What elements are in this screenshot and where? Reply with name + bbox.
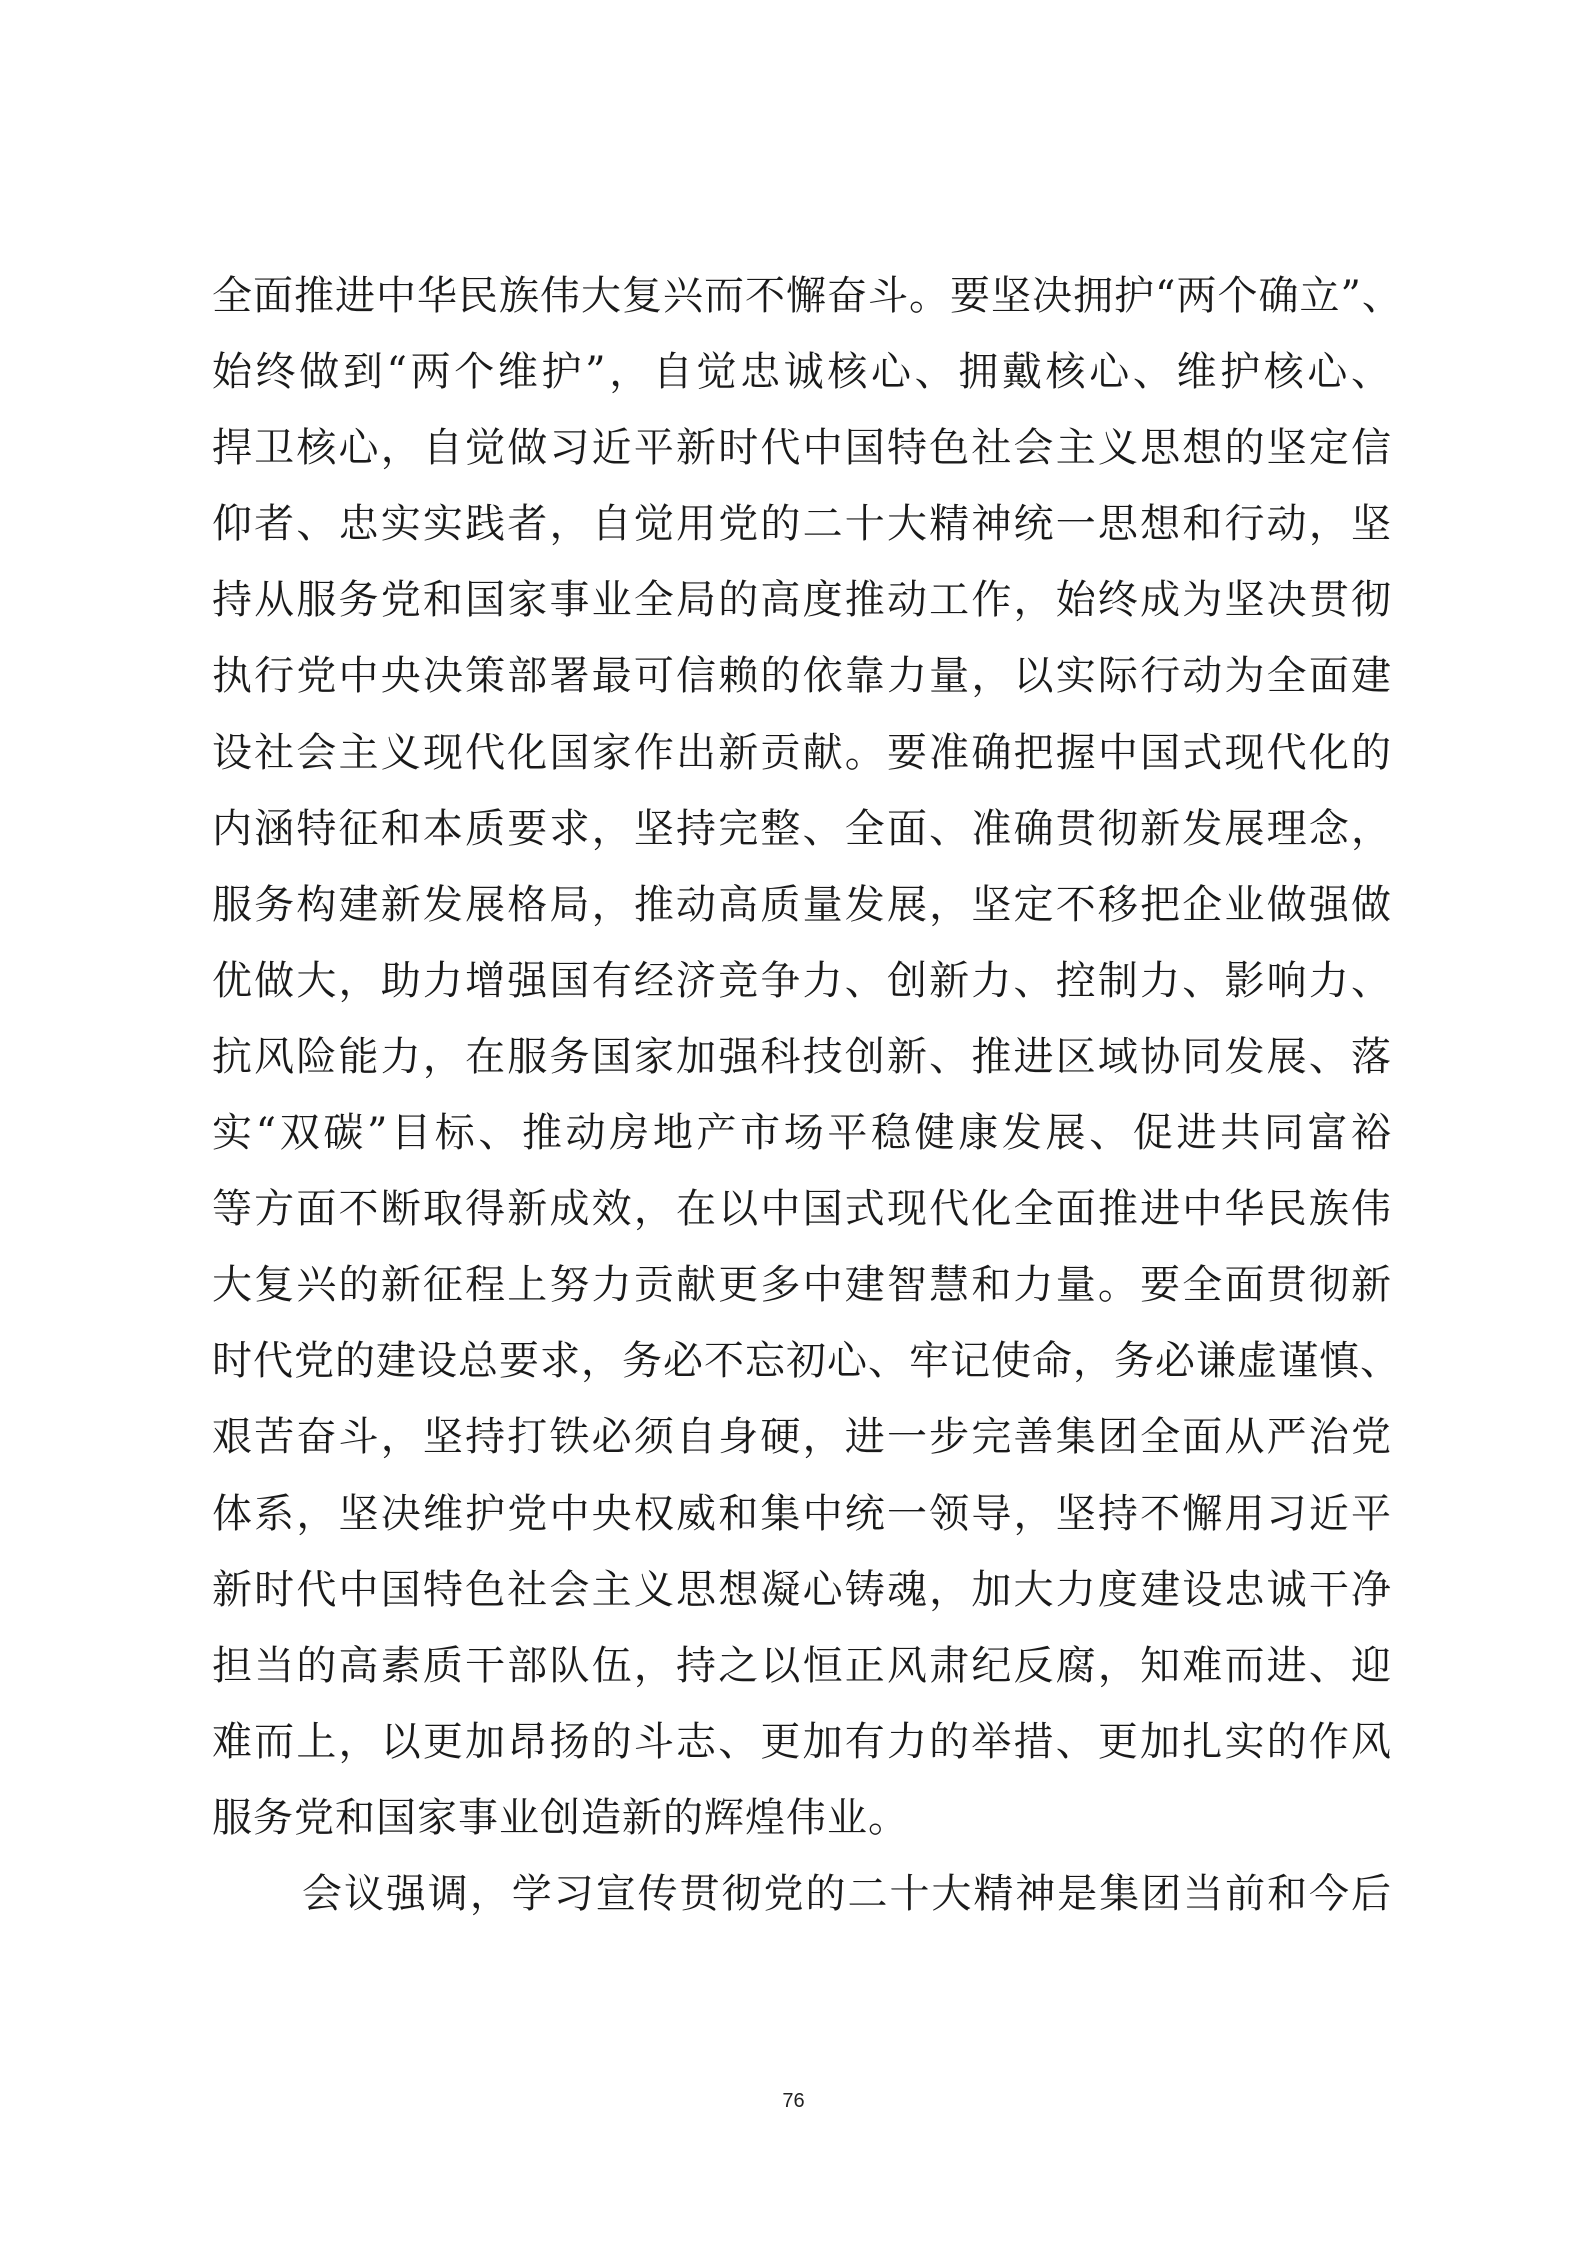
text-line: 抗风险能力，在服务国家加强科技创新、推进区域协同发展、落 — [212, 1033, 1392, 1080]
text-line: 担当的高素质干部队伍，持之以恒正风肃纪反腐，知难而进、迎 — [212, 1642, 1392, 1689]
text-line: 持从服务党和国家事业全局的高度推动工作，始终成为坚决贯彻 — [212, 577, 1392, 624]
text-line: 时代党的建设总要求，务必不忘初心、牢记使命，务必谦虚谨慎、 — [212, 1338, 1401, 1385]
text-line: 大复兴的新征程上努力贡献更多中建智慧和力量。要全面贯彻新 — [212, 1262, 1392, 1309]
text-line: 会议强调，学习宣传贯彻党的二十大精神是集团当前和今后 — [302, 1870, 1392, 1917]
text-line: 设社会主义现代化国家作出新贡献。要准确把握中国式现代化的 — [212, 729, 1392, 776]
paragraph — [212, 1856, 1392, 1932]
text-line: 全面推进中华民族伟大复兴而不懈奋斗。要坚决拥护“两个确立”、 — [212, 273, 1403, 319]
text-line: 新时代中国特色社会主义思想凝心铸魂，加大力度建设忠诚干净 — [212, 1566, 1392, 1613]
body-text — [212, 258, 1403, 1932]
text-line: 执行党中央决策部署最可信赖的依靠力量，以实际行动为全面建 — [212, 653, 1392, 700]
text-line: 内涵特征和本质要求，坚持完整、全面、准确贯彻新发展理念， — [212, 805, 1392, 852]
text-line: 艰苦奋斗，坚持打铁必须自身硬，进一步完善集团全面从严治党 — [212, 1414, 1392, 1461]
text-line: 体系，坚决维护党中央权威和集中统一领导，坚持不懈用习近平 — [212, 1490, 1392, 1537]
text-line: 仰者、忠实实践者，自觉用党的二十大精神统一思想和行动，坚 — [212, 501, 1392, 548]
page-number: 76 — [782, 2090, 805, 2112]
text-line: 服务党和国家事业创造新的辉煌伟业。 — [212, 1794, 909, 1841]
text-line: 等方面不断取得新成效，在以中国式现代化全面推进中华民族伟 — [212, 1186, 1392, 1233]
text-line: 优做大，助力增强国有经济竞争力、创新力、控制力、影响力、 — [212, 957, 1392, 1004]
text-line: 始终做到“两个维护”，自觉忠诚核心、拥戴核心、维护核心、 — [212, 349, 1392, 396]
text-line: 实“双碳”目标、推动房地产市场平稳健康发展、促进共同富裕 — [212, 1110, 1392, 1157]
text-line: 捍卫核心，自觉做习近平新时代中国特色社会主义思想的坚定信 — [212, 425, 1392, 472]
text-line: 难而上，以更加昂扬的斗志、更加有力的举措、更加扎实的作风 — [212, 1718, 1392, 1765]
text-line: 服务构建新发展格局，推动高质量发展，坚定不移把企业做强做 — [212, 881, 1392, 928]
paragraph — [212, 258, 1403, 1856]
